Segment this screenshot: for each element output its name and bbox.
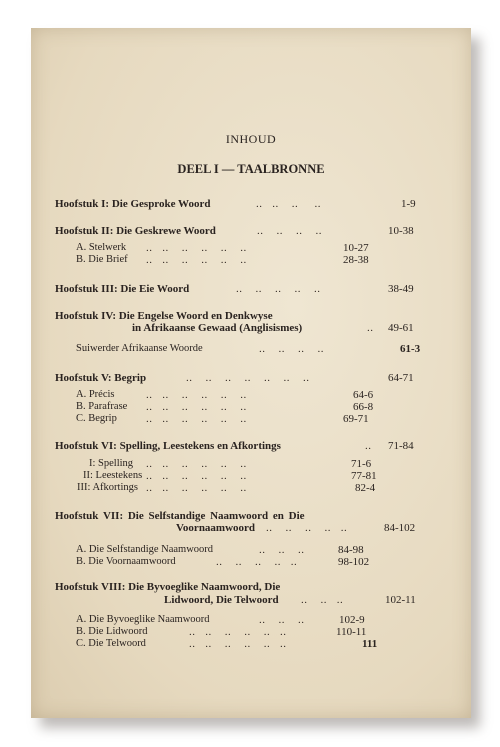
subsection-pages: 77-81 xyxy=(351,470,377,482)
subsection-pages: 64-6 xyxy=(353,389,374,401)
leader-dots: .. .. .. .. .. xyxy=(266,522,348,534)
subsection-label: I: Spelling xyxy=(89,458,134,469)
leader-dots: .. .. .. .. .. .. .. xyxy=(186,372,310,384)
leader-dots: .. .. .. .. .. .. xyxy=(146,470,247,482)
chapter-8-title-line1: Hoofstuk VIII: Die Byvoeglike Naamwoord, Die xyxy=(55,581,281,593)
chapter-4-pages: 49-61 xyxy=(388,322,414,334)
subsection-label: A. Die Byvoeglike Naamwoord xyxy=(76,614,210,625)
chapter-4-title-line2: in Afrikaanse Gewaad (Anglisismes) xyxy=(132,322,303,334)
leader-dots: .. .. .. .. xyxy=(259,343,324,355)
subsection-label: II: Leestekens xyxy=(83,470,143,481)
subsection-label: A. Die Selfstandige Naamwoord xyxy=(76,544,214,555)
leader-dots: .. .. .. xyxy=(259,544,305,556)
subsection-pages: 10-27 xyxy=(343,242,369,254)
leader-dots: .. .. .. .. .. .. xyxy=(146,389,247,401)
contents-title: INHOUD xyxy=(225,132,277,146)
leader-dots: .. .. .. .. .. .. xyxy=(146,458,247,470)
book-page xyxy=(31,28,471,718)
subsection-pages: 84-98 xyxy=(338,544,364,556)
subsection-label: B. Parafrase xyxy=(76,401,128,412)
leader-dots: .. .. .. .. xyxy=(256,198,321,210)
chapter-8-title-line2: Lidwoord, Die Telwoord xyxy=(164,594,279,606)
subsection-label: Suiwerder Afrikaanse Woorde xyxy=(76,343,203,354)
subsection-label: III: Afkortings xyxy=(77,482,138,493)
chapter-5-pages: 64-71 xyxy=(388,372,414,384)
leader-dots: .. .. .. .. .. .. xyxy=(146,242,247,254)
chapter-4-title-line1: Hoofstuk IV: Die Engelse Woord en Denkwyse xyxy=(55,310,273,322)
subsection-pages: 82-4 xyxy=(355,482,376,494)
chapter-1-pages: 1-9 xyxy=(401,198,416,210)
subsection-pages: 28-38 xyxy=(343,254,369,266)
subsection-label: B. Die Voornaamwoord xyxy=(76,556,176,567)
subsection-label: C. Die Telwoord xyxy=(76,638,146,649)
leader-dots: .. .. .. .. .. .. xyxy=(146,482,247,494)
subsection-pages: 71-6 xyxy=(351,458,372,470)
subsection-pages: 66-8 xyxy=(353,401,374,413)
subsection-pages: 61-3 xyxy=(400,343,421,355)
leader-dots: .. xyxy=(365,440,372,452)
chapter-1-title: Hoofstuk I: Die Gesproke Woord xyxy=(55,198,211,210)
chapter-7-title-line2: Voornaamwoord xyxy=(176,522,256,534)
chapter-6-title: Hoofstuk VI: Spelling, Leestekens en Afkortings xyxy=(55,440,281,452)
subsection-pages: 69-71 xyxy=(343,413,369,425)
subsection-pages: 102-9 xyxy=(339,614,365,626)
chapter-6-pages: 71-84 xyxy=(388,440,414,452)
subsection-label: B. Die Brief xyxy=(76,254,128,265)
chapter-2-title: Hoofstuk II: Die Geskrewe Woord xyxy=(55,225,216,237)
leader-dots: .. .. .. .. .. .. xyxy=(189,626,287,638)
subsection-label: A. Précis xyxy=(76,389,115,400)
leader-dots: .. .. .. xyxy=(301,594,344,606)
leader-dots: .. .. .. .. .. .. xyxy=(146,413,247,425)
subsection-pages: 98-102 xyxy=(338,556,370,568)
part-heading: DEEL I — TAALBRONNE xyxy=(177,162,325,176)
subsection-label: B. Die Lidwoord xyxy=(76,626,148,637)
subsection-pages: 111 xyxy=(362,638,378,650)
subsection-label: A. Stelwerk xyxy=(76,242,127,253)
chapter-2-pages: 10-38 xyxy=(388,225,414,237)
leader-dots: .. xyxy=(367,322,374,334)
chapter-5-title: Hoofstuk V: Begrip xyxy=(55,372,147,384)
chapter-7-pages: 84-102 xyxy=(384,522,416,534)
leader-dots: .. .. .. .. .. xyxy=(216,556,298,568)
subsection-label: C. Begrip xyxy=(76,413,117,424)
subsection-pages: 110-11 xyxy=(336,626,367,638)
leader-dots: .. .. .. .. xyxy=(257,225,322,237)
chapter-8-pages: 102-11 xyxy=(385,594,416,606)
leader-dots: .. .. .. xyxy=(259,614,305,626)
leader-dots: .. .. .. .. .. xyxy=(236,283,321,295)
leader-dots: .. .. .. .. .. .. xyxy=(189,638,287,650)
leader-dots: .. .. .. .. .. .. xyxy=(146,254,247,266)
chapter-3-pages: 38-49 xyxy=(388,283,414,295)
chapter-3-title: Hoofstuk III: Die Eie Woord xyxy=(55,283,190,295)
chapter-7-title-line1: Hoofstuk VII: Die Selfstandige Naamwoord en Die xyxy=(55,510,305,522)
leader-dots: .. .. .. .. .. .. xyxy=(146,401,247,413)
